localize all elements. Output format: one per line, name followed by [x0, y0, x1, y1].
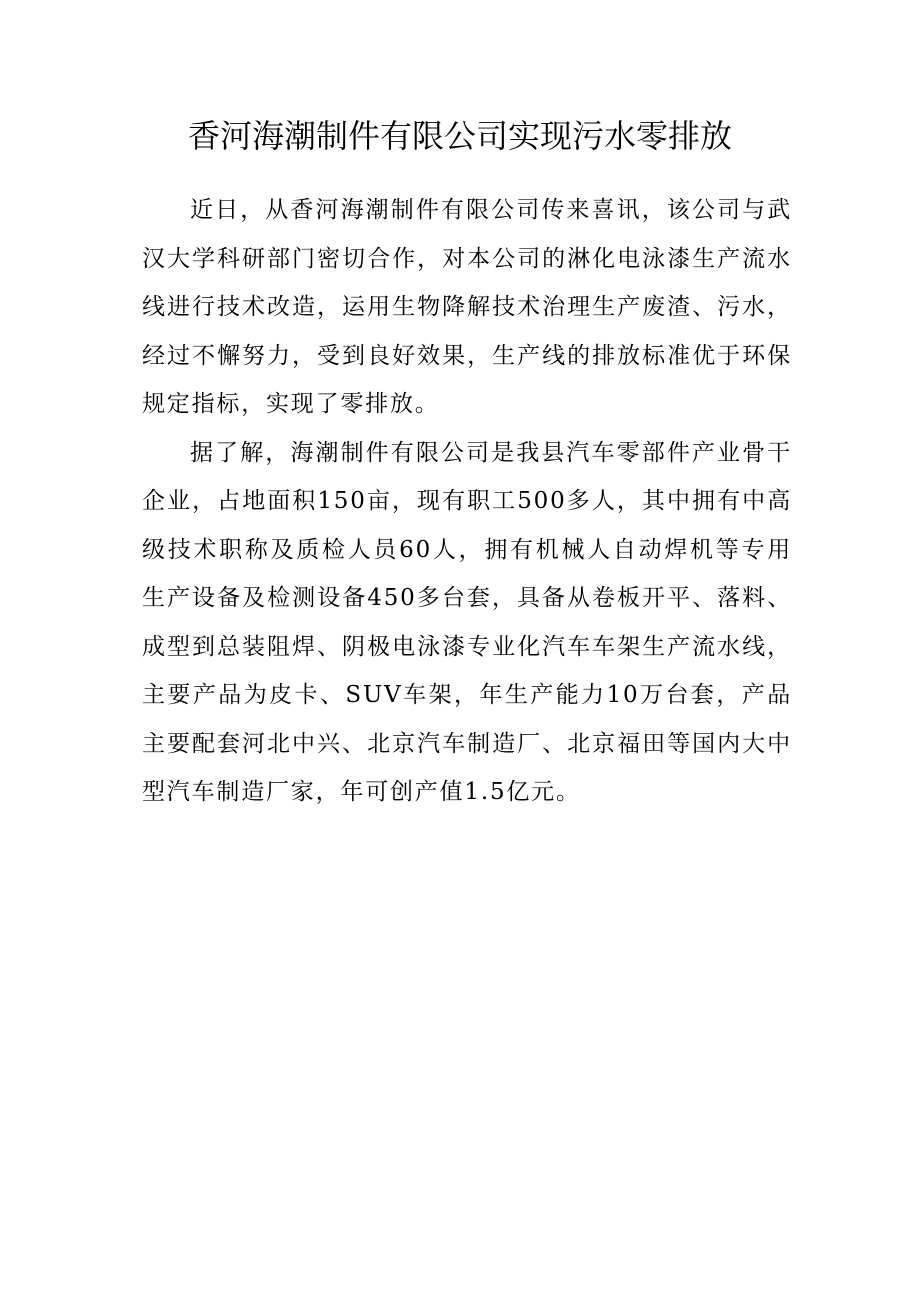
document-title: 香河海潮制件有限公司实现污水零排放	[187, 117, 732, 155]
document-body	[142, 186, 792, 817]
paragraph-news-summary: 近日，从香河海潮制件有限公司传来喜讯，该公司与武汉大学科研部门密切合作，对本公司的淋化电泳漆生产流水线进行技术改造，运用生物降解技术治理生产废渣、污水，经过不懈努力，受到良好效果，生产线的排放标准优于环保规定指标，实现了零排放。	[142, 197, 792, 417]
paragraph-company-profile: 据了解，海潮制件有限公司是我县汽车零部件产业骨干企业，占地面积150亩，现有职工500多人，其中拥有中高级技术职称及质检人员60人，拥有机械人自动焊机等专用生产设备及检测设备450多台套，具备从卷板开平、落料、成型到总装阻焊、阴极电泳漆专业化汽车车架生产流水线，主要产品为皮卡、SUV车架，年生产能力10万台套，产品主要配套河北中兴、北京汽车制造厂、北京福田等国内大中型汽车制造厂家，年可创产值1.5亿元。	[142, 439, 792, 805]
